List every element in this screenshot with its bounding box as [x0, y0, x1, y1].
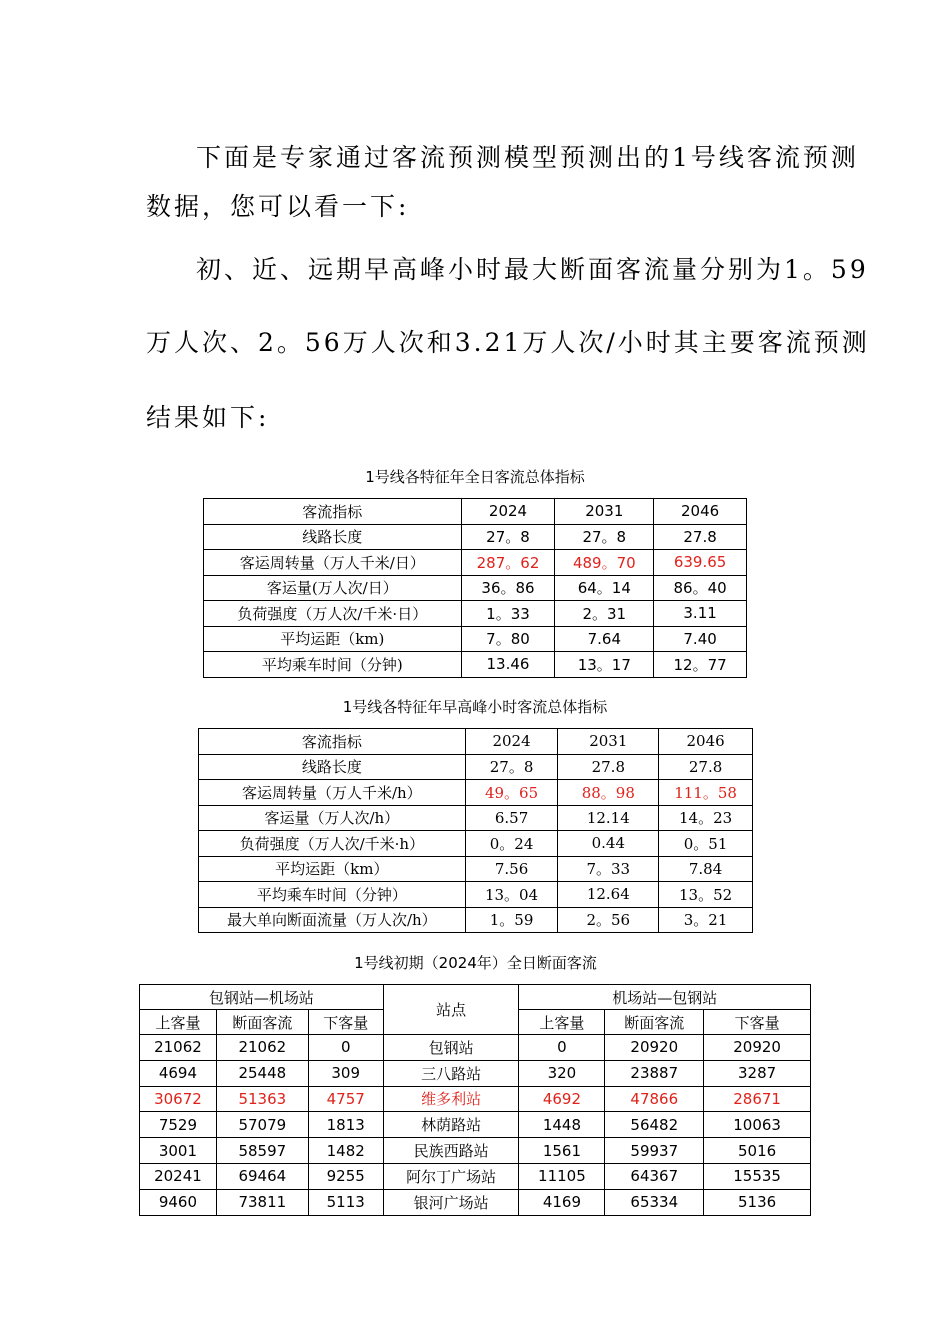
intro-line-2: 数据，您可以看一下:: [146, 192, 410, 221]
value-cell: 6.57: [465, 805, 558, 831]
flow-value-cell: 57079: [216, 1112, 308, 1138]
flow-value-cell: 0: [519, 1035, 605, 1061]
value-cell: 0。24: [465, 831, 558, 857]
indicator-name-cell: 最大单向断面流量（万人次/h）: [199, 907, 466, 933]
station-name-cell: 包钢站: [383, 1035, 519, 1061]
peak-hour-indicators-table: [198, 728, 753, 933]
table-row: [204, 550, 747, 576]
table-header-row: [204, 499, 747, 525]
table-row: [204, 601, 747, 627]
table-row: [140, 1163, 811, 1189]
flow-value-cell: 11105: [519, 1163, 605, 1189]
flow-value-cell: 3287: [704, 1060, 811, 1086]
value-cell: 7.40: [654, 626, 747, 652]
station-name-cell: 维多利站: [383, 1086, 519, 1112]
station-name-cell: 阿尔丁广场站: [383, 1163, 519, 1189]
indicator-name-cell: 客运周转量（万人千米/日）: [204, 550, 462, 576]
indicator-name-cell: 客流指标: [204, 499, 462, 525]
flow-value-cell: 4169: [519, 1189, 605, 1215]
indicator-name-cell: 客运量（万人次/h）: [199, 805, 466, 831]
value-cell: 2031: [555, 499, 654, 525]
value-cell: 639.65: [654, 550, 747, 576]
flow-value-cell: 9255: [308, 1163, 383, 1189]
flow-value-cell: 20241: [140, 1163, 217, 1189]
value-cell: 49。65: [465, 780, 558, 806]
value-cell: 2024: [461, 499, 555, 525]
flow-value-cell: 3001: [140, 1138, 217, 1164]
table-row: [199, 780, 753, 806]
subheader-alighting-in: 下客量: [704, 1010, 811, 1035]
flow-value-cell: 47866: [605, 1086, 704, 1112]
flow-value-cell: 1813: [308, 1112, 383, 1138]
value-cell: 27.8: [654, 524, 747, 550]
indicator-name-cell: 平均运距（km）: [199, 856, 466, 882]
value-cell: 3。21: [659, 907, 753, 933]
station-name-cell: 林荫路站: [383, 1112, 519, 1138]
flow-value-cell: 5016: [704, 1138, 811, 1164]
value-cell: 12。77: [654, 652, 747, 678]
intro-line-1: 下面是专家通过客流预测模型预测出的1号线客流预测: [196, 143, 859, 172]
value-cell: 7.84: [659, 856, 753, 882]
value-cell: 2046: [654, 499, 747, 525]
intro-line-4: 万人次、2。56万人次和3.21万人次/小时其主要客流预测: [146, 328, 870, 357]
value-cell: 0.44: [558, 831, 659, 857]
table-row: [140, 1060, 811, 1086]
value-cell: 7.64: [555, 626, 654, 652]
flow-value-cell: 309: [308, 1060, 383, 1086]
daily-indicators-table: [203, 498, 747, 678]
value-cell: 7。33: [558, 856, 659, 882]
flow-value-cell: 25448: [216, 1060, 308, 1086]
subheader-alighting-out: 下客量: [308, 1010, 383, 1035]
value-cell: 14。23: [659, 805, 753, 831]
value-cell: 27.8: [558, 754, 659, 780]
value-cell: 27。8: [555, 524, 654, 550]
flow-value-cell: 58597: [216, 1138, 308, 1164]
table2-caption: 1号线各特征年早高峰小时客流总体指标: [342, 698, 608, 716]
value-cell: 88。98: [558, 780, 659, 806]
value-cell: 13。04: [465, 882, 558, 908]
value-cell: 13。52: [659, 882, 753, 908]
indicator-name-cell: 客运周转量（万人千米/h）: [199, 780, 466, 806]
table-row: [199, 907, 753, 933]
flow-value-cell: 1482: [308, 1138, 383, 1164]
flow-value-cell: 65334: [605, 1189, 704, 1215]
indicator-name-cell: 线路长度: [199, 754, 466, 780]
indicator-name-cell: 平均运距（km): [204, 626, 462, 652]
table-header-row: [199, 729, 753, 755]
value-cell: 2031: [558, 729, 659, 755]
subheader-boarding-in: 上客量: [519, 1010, 605, 1035]
flow-value-cell: 4757: [308, 1086, 383, 1112]
table-row: [204, 524, 747, 550]
value-cell: 12.64: [558, 882, 659, 908]
value-cell: 287。62: [461, 550, 555, 576]
value-cell: 64。14: [555, 575, 654, 601]
table-row: [199, 754, 753, 780]
flow-value-cell: 320: [519, 1060, 605, 1086]
group-header-outbound: 包钢站—机场站: [140, 985, 384, 1010]
flow-value-cell: 0: [308, 1035, 383, 1061]
flow-value-cell: 21062: [140, 1035, 217, 1061]
flow-value-cell: 51363: [216, 1086, 308, 1112]
flow-value-cell: 5136: [704, 1189, 811, 1215]
value-cell: 489。70: [555, 550, 654, 576]
flow-value-cell: 15535: [704, 1163, 811, 1189]
station-name-cell: 民族西路站: [383, 1138, 519, 1164]
value-cell: 3.11: [654, 601, 747, 627]
indicator-name-cell: 平均乘车时间（分钟）: [199, 882, 466, 908]
value-cell: 7.56: [465, 856, 558, 882]
table3-caption: 1号线初期（2024年）全日断面客流: [354, 954, 597, 972]
flow-value-cell: 56482: [605, 1112, 704, 1138]
value-cell: 12.14: [558, 805, 659, 831]
flow-value-cell: 10063: [704, 1112, 811, 1138]
flow-value-cell: 4692: [519, 1086, 605, 1112]
intro-line-5: 结果如下:: [146, 403, 270, 432]
group-header-station: 站点: [383, 985, 519, 1035]
value-cell: 13.46: [461, 652, 555, 678]
subheader-boarding-out: 上客量: [140, 1010, 217, 1035]
flow-value-cell: 21062: [216, 1035, 308, 1061]
value-cell: 86。40: [654, 575, 747, 601]
flow-value-cell: 4694: [140, 1060, 217, 1086]
value-cell: 27。8: [461, 524, 555, 550]
table-row: [140, 1138, 811, 1164]
value-cell: 27.8: [659, 754, 753, 780]
table-row: [199, 882, 753, 908]
table-row: [140, 1112, 811, 1138]
indicator-name-cell: 平均乘车时间（分钟): [204, 652, 462, 678]
indicator-name-cell: 线路长度: [204, 524, 462, 550]
flow-value-cell: 73811: [216, 1189, 308, 1215]
table-row: [204, 652, 747, 678]
table-row: [140, 1086, 811, 1112]
value-cell: 2。56: [558, 907, 659, 933]
value-cell: 1。33: [461, 601, 555, 627]
value-cell: 36。86: [461, 575, 555, 601]
value-cell: 7。80: [461, 626, 555, 652]
flow-value-cell: 9460: [140, 1189, 217, 1215]
flow-value-cell: 30672: [140, 1086, 217, 1112]
flow-value-cell: 64367: [605, 1163, 704, 1189]
station-name-cell: 银河广场站: [383, 1189, 519, 1215]
table-row: [204, 626, 747, 652]
flow-value-cell: 59937: [605, 1138, 704, 1164]
table1-caption: 1号线各特征年全日客流总体指标: [365, 468, 585, 486]
value-cell: 2。31: [555, 601, 654, 627]
flow-value-cell: 1561: [519, 1138, 605, 1164]
group-header-inbound: 机场站—包钢站: [519, 985, 811, 1010]
value-cell: 13。17: [555, 652, 654, 678]
table-row: [199, 805, 753, 831]
table-row: [140, 1189, 811, 1215]
flow-value-cell: 1448: [519, 1112, 605, 1138]
indicator-name-cell: 负荷强度（万人次/千米·日）: [204, 601, 462, 627]
flow-value-cell: 20920: [605, 1035, 704, 1061]
flow-value-cell: 20920: [704, 1035, 811, 1061]
value-cell: 1。59: [465, 907, 558, 933]
intro-line-3: 初、近、远期早高峰小时最大断面客流量分别为1。59: [196, 255, 869, 284]
section-flow-table: [139, 984, 811, 1216]
table-row: [199, 856, 753, 882]
table-row: [204, 575, 747, 601]
table-row: [199, 831, 753, 857]
flow-value-cell: 23887: [605, 1060, 704, 1086]
indicator-name-cell: 客流指标: [199, 729, 466, 755]
value-cell: 2024: [465, 729, 558, 755]
subheader-section-in: 断面客流: [605, 1010, 704, 1035]
value-cell: 27。8: [465, 754, 558, 780]
value-cell: 0。51: [659, 831, 753, 857]
indicator-name-cell: 负荷强度（万人次/千米·h）: [199, 831, 466, 857]
station-name-cell: 三八路站: [383, 1060, 519, 1086]
flow-value-cell: 69464: [216, 1163, 308, 1189]
value-cell: 111。58: [659, 780, 753, 806]
flow-value-cell: 5113: [308, 1189, 383, 1215]
flow-value-cell: 7529: [140, 1112, 217, 1138]
flow-value-cell: 28671: [704, 1086, 811, 1112]
indicator-name-cell: 客运量(万人次/日）: [204, 575, 462, 601]
subheader-section-out: 断面客流: [216, 1010, 308, 1035]
value-cell: 2046: [659, 729, 753, 755]
table-row: [140, 1035, 811, 1061]
